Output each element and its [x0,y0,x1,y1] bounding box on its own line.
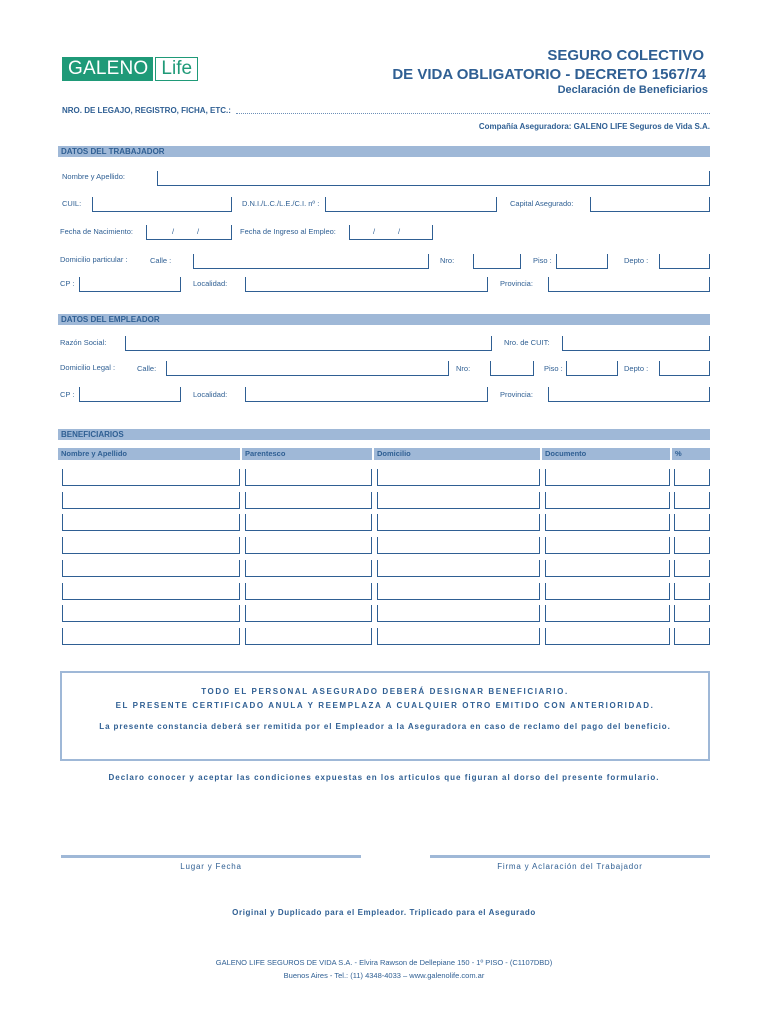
dni-label: D.N.I./L.C./L.E./C.I. nº : [242,199,320,208]
depto-label: Depto : [624,364,649,373]
logo-life-text: Life [155,57,198,81]
localidad-label: Localidad: [193,279,228,288]
cp-label: CP : [60,279,75,288]
lugar-fecha-line[interactable] [61,855,361,858]
beneficiario-documento-cell[interactable] [545,605,670,622]
notice-line1: TODO EL PERSONAL ASEGURADO DEBERÁ DESIGNAR BENEFICIARIO. [201,687,569,696]
beneficiario-documento-cell[interactable] [545,537,670,554]
copies-note: Original y Duplicado para el Empleador. Triplicado para el Asegurado [232,908,536,917]
localidad-label: Localidad: [193,390,228,399]
cp-field[interactable] [79,277,181,292]
beneficiario-domicilio-cell[interactable] [377,583,540,600]
beneficiario-parentesco-cell[interactable] [245,492,372,509]
beneficiario-nombre-cell[interactable] [62,537,240,554]
beneficiario-parentesco-cell[interactable] [245,537,372,554]
capital-label: Capital Asegurado: [510,199,574,208]
ingreso-label: Fecha de Ingreso al Empleo: [240,227,336,236]
beneficiario-porcentaje-cell[interactable] [674,469,710,486]
calle-field[interactable] [193,254,429,269]
beneficiario-documento-cell[interactable] [545,469,670,486]
beneficiario-porcentaje-cell[interactable] [674,605,710,622]
empleador-calle-field[interactable] [166,361,449,376]
beneficiario-nombre-cell[interactable] [62,514,240,531]
firma-label: Firma y Aclaración del Trabajador [497,862,643,871]
title-line2: DE VIDA OBLIGATORIO - DECRETO 1567/74 [392,66,706,83]
col-porcentaje: % [672,448,710,460]
provincia-field[interactable] [548,277,710,292]
empleador-nro-field[interactable] [490,361,534,376]
beneficiario-documento-cell[interactable] [545,492,670,509]
col-domicilio: Domicilio [374,448,540,460]
title-line1: SEGURO COLECTIVO [547,47,704,64]
calle-label: Calle : [150,256,172,265]
empleador-localidad-field[interactable] [245,387,488,402]
cuit-label: Nro. de CUIT: [504,338,550,347]
depto-field[interactable] [659,254,710,269]
col-documento: Documento [542,448,670,460]
footer-address: GALENO LIFE SEGUROS DE VIDA S.A. - Elvira Rawson de Dellepiane 150 - 1º PISO - (C1107DBD) [215,958,553,967]
nacimiento-label: Fecha de Nacimiento: [60,227,133,236]
beneficiario-documento-cell[interactable] [545,583,670,600]
piso-label: Piso : [544,364,563,373]
beneficiario-domicilio-cell[interactable] [377,514,540,531]
beneficiario-domicilio-cell[interactable] [377,537,540,554]
beneficiario-porcentaje-cell[interactable] [674,628,710,645]
nro-label: Nro: [456,364,471,373]
footer-contact: Buenos Aires - Tel.: (11) 4348-4033 – www.galenolife.com.ar [283,971,485,980]
beneficiario-domicilio-cell[interactable] [377,492,540,509]
empleador-cp-field[interactable] [79,387,181,402]
beneficiario-parentesco-cell[interactable] [245,514,372,531]
piso-label: Piso : [533,256,552,265]
trabajador-nombre-field[interactable] [157,171,710,186]
localidad-field[interactable] [245,277,488,292]
beneficiario-nombre-cell[interactable] [62,560,240,577]
col-parentesco: Parentesco [242,448,372,460]
beneficiario-nombre-cell[interactable] [62,492,240,509]
beneficiario-domicilio-cell[interactable] [377,560,540,577]
date-sep: / [197,227,200,236]
nombre-label: Nombre y Apellido: [62,172,125,181]
company-name: Compañía Aseguradora: GALENO LIFE Seguros de Vida S.A. [478,122,710,131]
beneficiario-parentesco-cell[interactable] [245,560,372,577]
nro-field[interactable] [473,254,521,269]
beneficiario-porcentaje-cell[interactable] [674,514,710,531]
piso-field[interactable] [556,254,608,269]
date-sep: / [398,227,401,236]
beneficiario-domicilio-cell[interactable] [377,469,540,486]
beneficiario-parentesco-cell[interactable] [245,605,372,622]
galeno-life-logo [62,57,198,81]
legajo-field[interactable] [236,113,710,114]
capital-field[interactable] [590,197,710,212]
provincia-label: Provincia: [500,390,533,399]
beneficiario-porcentaje-cell[interactable] [674,560,710,577]
beneficiario-porcentaje-cell[interactable] [674,583,710,600]
date-sep: / [373,227,376,236]
firma-line[interactable] [430,855,710,858]
beneficiario-parentesco-cell[interactable] [245,469,372,486]
declaration-text: Declaro conocer y aceptar las condiciones expuestas en los articulos que figuran al dorso del presente formulario. [108,773,660,782]
col-nombre: Nombre y Apellido [58,448,240,460]
beneficiario-nombre-cell[interactable] [62,583,240,600]
lugar-fecha-label: Lugar y Fecha [180,862,242,871]
beneficiario-porcentaje-cell[interactable] [674,492,710,509]
cuil-label: CUIL: [62,199,82,208]
beneficiario-parentesco-cell[interactable] [245,628,372,645]
beneficiario-documento-cell[interactable] [545,560,670,577]
razon-label: Razón Social: [60,338,107,347]
beneficiario-documento-cell[interactable] [545,514,670,531]
notice-line2: EL PRESENTE CERTIFICADO ANULA Y REEMPLAZA A CUALQUIER OTRO EMITIDO CON ANTERIORIDAD. [115,701,655,710]
beneficiario-domicilio-cell[interactable] [377,605,540,622]
beneficiario-nombre-cell[interactable] [62,628,240,645]
notice-box [60,671,710,761]
form-title: Declaración de Beneficiarios [557,84,708,96]
beneficiario-domicilio-cell[interactable] [377,628,540,645]
beneficiario-nombre-cell[interactable] [62,605,240,622]
cuit-field[interactable] [562,336,710,351]
calle-label: Calle: [137,364,157,373]
nro-label: Nro: [440,256,455,265]
section-trabajador: DATOS DEL TRABAJADOR [58,146,710,157]
empleador-provincia-field[interactable] [548,387,710,402]
section-empleador: DATOS DEL EMPLEADOR [58,314,710,325]
beneficiario-porcentaje-cell[interactable] [674,537,710,554]
empleador-depto-field[interactable] [659,361,710,376]
empleador-piso-field[interactable] [566,361,618,376]
domicilio-legal-label: Domicilio Legal : [60,363,116,372]
nacimiento-field[interactable] [146,225,232,240]
provincia-label: Provincia: [500,279,533,288]
ingreso-field[interactable] [349,225,433,240]
logo-galeno-text: GALENO [62,57,153,81]
razon-field[interactable] [125,336,492,351]
beneficiario-nombre-cell[interactable] [62,469,240,486]
cp-label: CP : [60,390,75,399]
depto-label: Depto : [624,256,649,265]
domicilio-label: Domicilio particular : [60,255,128,264]
legajo-label: NRO. DE LEGAJO, REGISTRO, FICHA, ETC.: [62,106,231,115]
section-beneficiarios: BENEFICIARIOS [58,429,710,440]
cuil-field[interactable] [92,197,232,212]
date-sep: / [172,227,175,236]
dni-field[interactable] [325,197,497,212]
beneficiario-documento-cell[interactable] [545,628,670,645]
beneficiario-parentesco-cell[interactable] [245,583,372,600]
notice-line3: La presente constancia deberá ser remitida por el Empleador a la Aseguradora en caso de reclamo del pago del beneficio. [99,722,671,731]
